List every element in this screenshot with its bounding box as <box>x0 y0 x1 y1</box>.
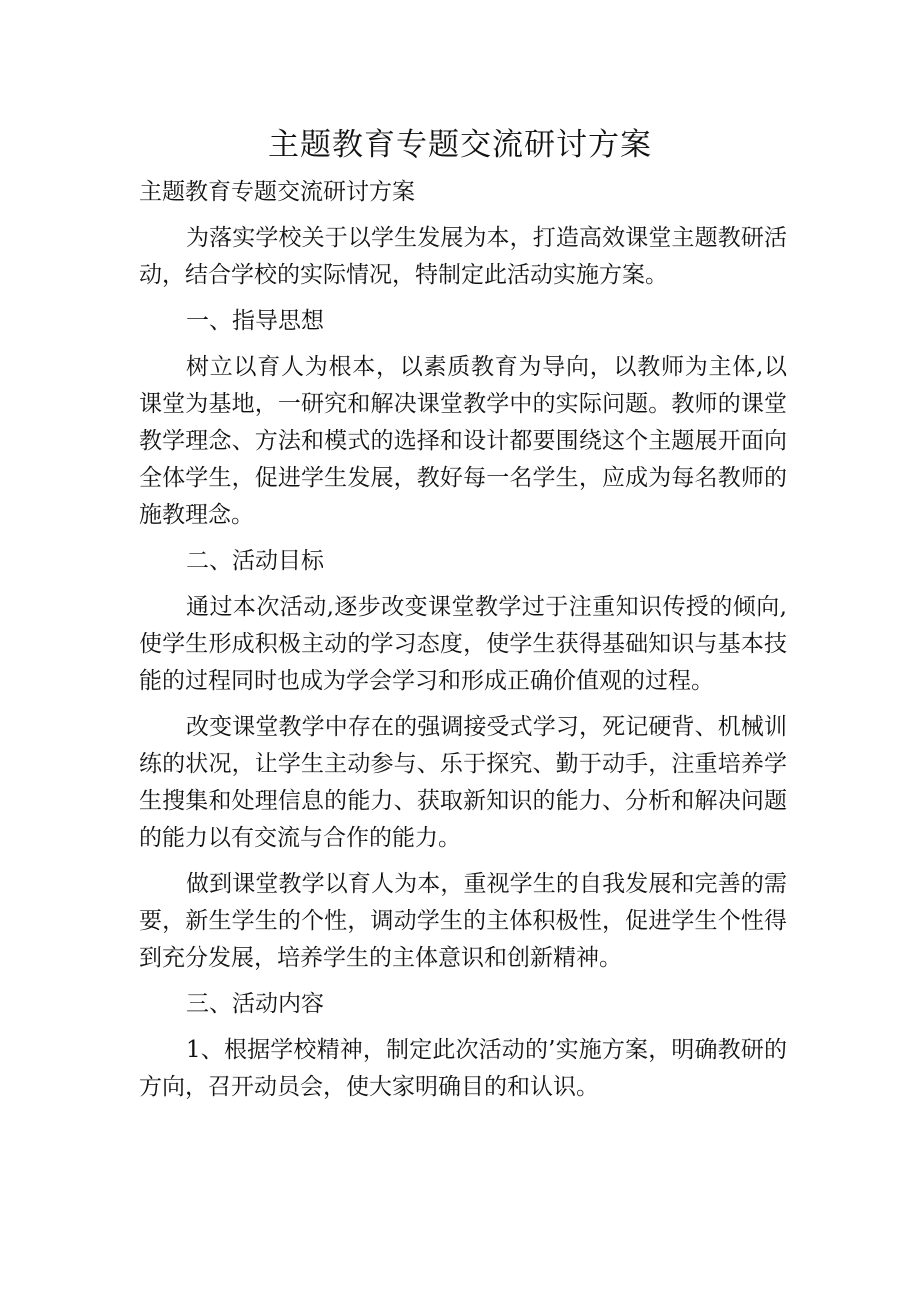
section-heading-activity-goals: 二、活动目标 <box>186 548 324 574</box>
activity-goals-paragraph-1: 通过本次活动,逐步改变课堂教学过于注重知识传授的倾向,使学生形成积极主动的学习态度，使学生获得基础知识与基本技能的过程同时也成为学会学习和形成正确价值观的过程。 <box>139 594 787 694</box>
intro-paragraph: 为落实学校关于以学生发展为本，打造高效课堂主题教研活动，结合学校的实际情况，特制定此活动实施方案。 <box>139 225 787 288</box>
activity-goals-paragraph-3: 做到课堂教学以育人为本，重视学生的自我发展和完善的需要，新生学生的个性，调动学生的主体积极性，促进学生个性得到充分发展，培养学生的主体意识和创新精神。 <box>139 871 787 971</box>
document-body <box>139 174 787 1115</box>
guiding-ideology-paragraph: 树立以育人为根本，以素质教育为导向，以教师为主体,以课堂为基地，一研究和解决课堂教学中的实际问题。教师的课堂教学理念、方法和模式的选择和设计都要围绕这个主题展开面向全体学生，促进学生发展，教好每一名学生，应成为每名教师的施教理念。 <box>139 354 787 528</box>
activity-content-item-1: 1、根据学校精神，制定此次活动的’实施方案，明确教研的方向，召开动员会，使大家明确目的和认识。 <box>139 1037 787 1100</box>
section-heading-activity-content: 三、活动内容 <box>186 991 324 1017</box>
section-heading-guiding-ideology: 一、指导思想 <box>186 308 324 334</box>
activity-goals-paragraph-2: 改变课堂教学中存在的强调接受式学习，死记硬背、机械训练的状况，让学生主动参与、乐于探究、勤于动手，注重培养学生搜集和处理信息的能力、获取新知识的能力、分析和解决问题的能力以有交流与合作的能力。 <box>139 714 787 851</box>
document-title: 主题教育专题交流研讨方案 <box>268 127 652 163</box>
document-subtitle: 主题教育专题交流研讨方案 <box>139 179 415 205</box>
